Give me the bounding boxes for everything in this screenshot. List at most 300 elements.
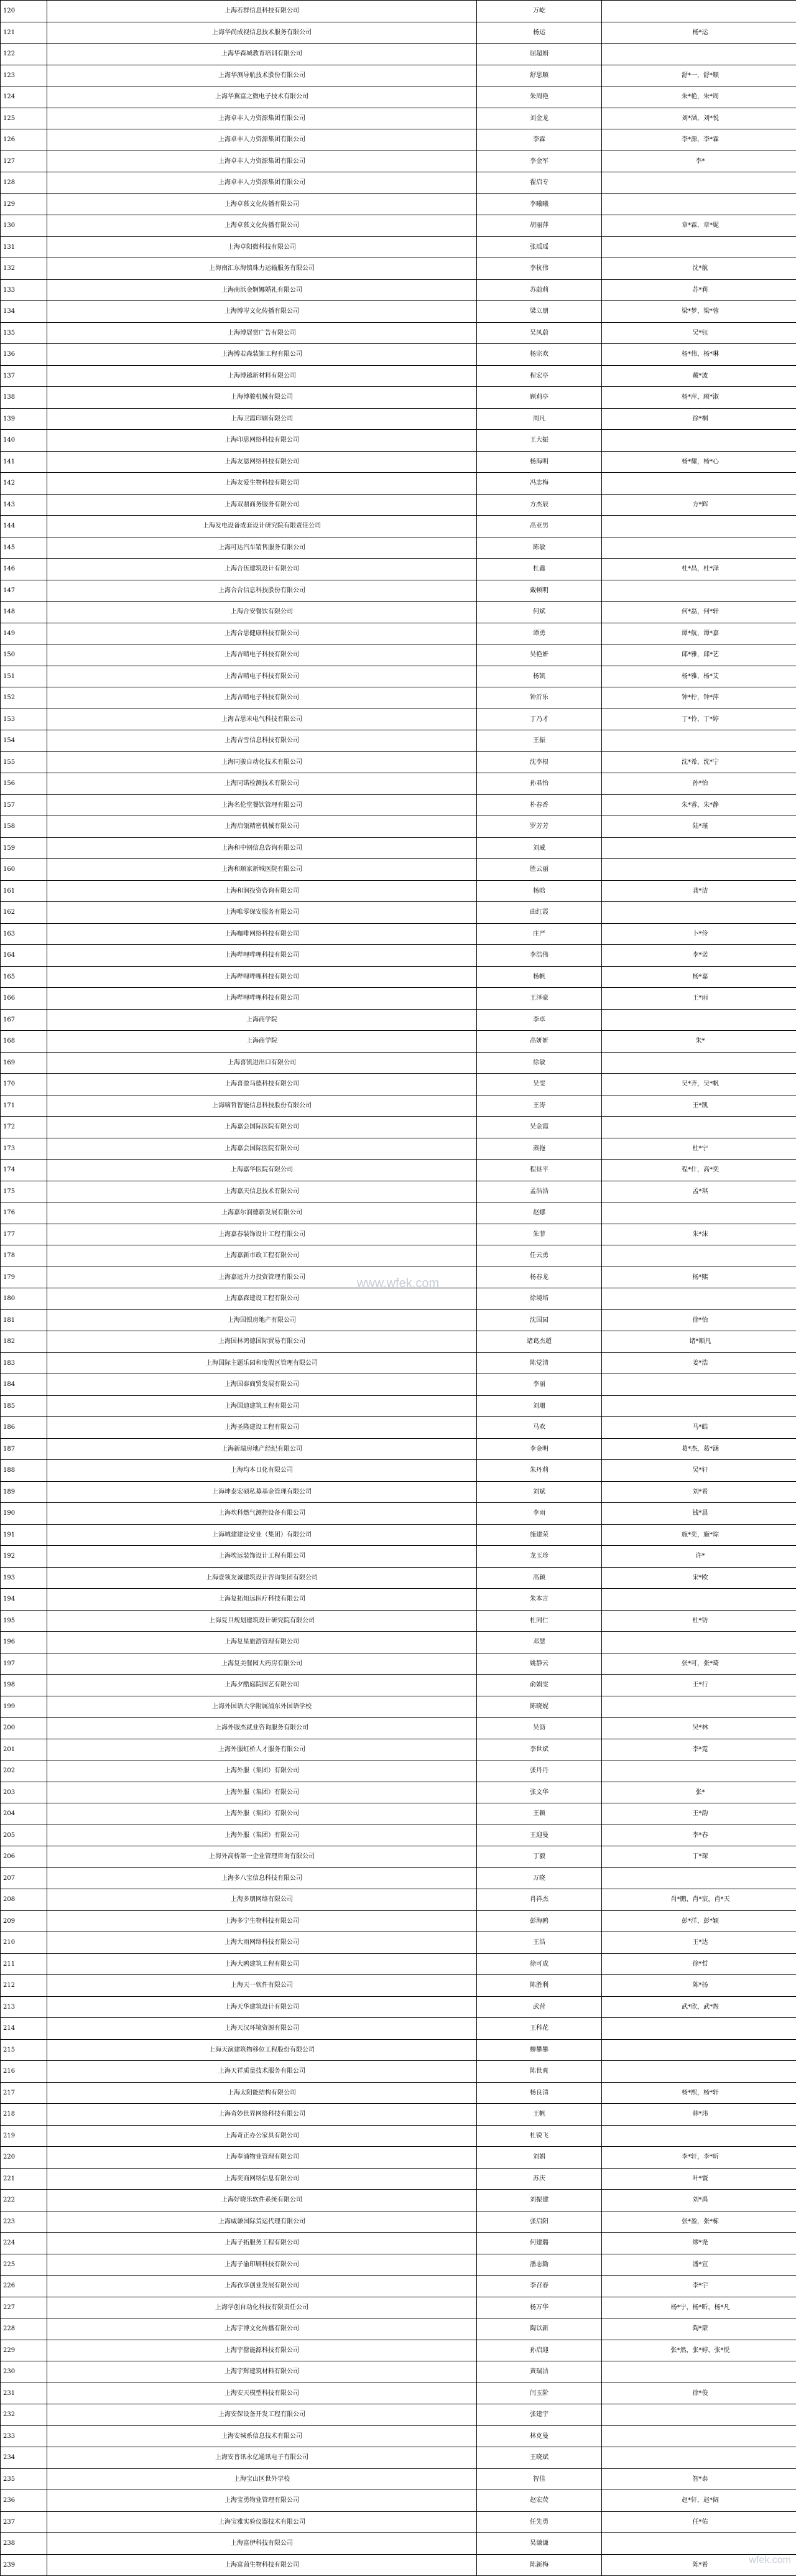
- company-name-cell: 上海商学院: [47, 1009, 477, 1031]
- row-number-cell: 130: [1, 215, 47, 237]
- company-name-cell: 上海合合信息科技股份有限公司: [47, 580, 477, 602]
- related-persons-cell: 王*达: [602, 1932, 796, 1954]
- legal-person-cell: 李浩伟: [477, 945, 602, 967]
- legal-person-cell: 闫玉阶: [477, 2383, 602, 2404]
- legal-person-cell: 翟启专: [477, 172, 602, 194]
- table-row: [1, 473, 796, 495]
- table-row: [1, 108, 796, 129]
- row-number-cell: 131: [1, 236, 47, 258]
- table-row: [1, 2125, 796, 2147]
- table-row: [1, 2276, 796, 2297]
- company-name-cell: 上海复旦规划建筑设计研究院有限公司: [47, 1610, 477, 1632]
- company-name-cell: 上海天汉环境资源有限公司: [47, 2018, 477, 2040]
- related-persons-cell: 叶*寰: [602, 2168, 796, 2190]
- related-persons-cell: 陈*扬: [602, 1975, 796, 1997]
- related-persons-cell: [602, 236, 796, 258]
- legal-person-cell: 李世斌: [477, 1739, 602, 1760]
- legal-person-cell: 冯志梅: [477, 473, 602, 495]
- table-row: [1, 408, 796, 430]
- legal-person-cell: 程宏亭: [477, 365, 602, 387]
- table-row: [1, 2018, 796, 2040]
- related-persons-cell: [602, 516, 796, 537]
- row-number-cell: 239: [1, 2554, 47, 2576]
- row-number-cell: 123: [1, 65, 47, 86]
- company-name-cell: 上海安天模型科技有限公司: [47, 2383, 477, 2404]
- company-name-cell: 上海印思网络科技有限公司: [47, 430, 477, 452]
- table-row: [1, 193, 796, 215]
- related-persons-cell: 王*雨: [602, 988, 796, 1010]
- row-number-cell: 136: [1, 344, 47, 366]
- table-row: [1, 2318, 796, 2340]
- row-number-cell: 203: [1, 1782, 47, 1803]
- legal-person-cell: 朱周艳: [477, 86, 602, 108]
- company-name-cell: 上海大雨网络科技有限公司: [47, 1932, 477, 1954]
- row-number-cell: 169: [1, 1052, 47, 1074]
- table-row: [1, 301, 796, 323]
- related-persons-cell: [602, 430, 796, 452]
- table-row: [1, 1718, 796, 1739]
- legal-person-cell: 任云勇: [477, 1245, 602, 1267]
- row-number-cell: 207: [1, 1867, 47, 1889]
- row-number-cell: 226: [1, 2276, 47, 2297]
- table-row: [1, 966, 796, 988]
- row-number-cell: 190: [1, 1503, 47, 1525]
- row-number-cell: 171: [1, 1095, 47, 1117]
- related-persons-cell: 王*凯: [602, 1095, 796, 1117]
- table-row: [1, 1031, 796, 1053]
- related-persons-cell: 王*韵: [602, 1803, 796, 1825]
- related-persons-cell: [602, 2061, 796, 2083]
- row-number-cell: 206: [1, 1846, 47, 1868]
- company-name-cell: 上海博展赏广告有限公司: [47, 322, 477, 344]
- row-number-cell: 223: [1, 2211, 47, 2233]
- table-row: [1, 580, 796, 602]
- legal-person-cell: 徐敏: [477, 1052, 602, 1074]
- table-row: [1, 2297, 796, 2318]
- row-number-cell: 219: [1, 2125, 47, 2147]
- table-row: [1, 923, 796, 945]
- related-persons-cell: [602, 1760, 796, 1782]
- legal-person-cell: 张启阳: [477, 2211, 602, 2233]
- company-name-cell: 上海卓慕文化传播有限公司: [47, 193, 477, 215]
- table-row: [1, 880, 796, 902]
- row-number-cell: 221: [1, 2168, 47, 2190]
- company-name-cell: 上海若群信息科技有限公司: [47, 1, 477, 22]
- legal-person-cell: 陈晓妮: [477, 1696, 602, 1718]
- table-row: [1, 1546, 796, 1568]
- legal-person-cell: 王大振: [477, 430, 602, 452]
- row-number-cell: 200: [1, 1718, 47, 1739]
- company-name-cell: 上海宝山区世外学校: [47, 2468, 477, 2490]
- legal-person-cell: 刘珊: [477, 1395, 602, 1417]
- legal-person-cell: 杜鑫: [477, 559, 602, 580]
- row-number-cell: 209: [1, 1910, 47, 1932]
- row-number-cell: 182: [1, 1331, 47, 1353]
- table-row: [1, 494, 796, 516]
- table-row: [1, 2533, 796, 2555]
- company-name-cell: 上海卫霞印刷有限公司: [47, 408, 477, 430]
- row-number-cell: 149: [1, 623, 47, 644]
- related-persons-cell: 程*什，高*奕: [602, 1160, 796, 1181]
- legal-person-cell: 杨海明: [477, 451, 602, 473]
- company-name-cell: 上海子拓服务工程有限公司: [47, 2233, 477, 2254]
- row-number-cell: 165: [1, 966, 47, 988]
- company-name-cell: 上海卓慕文化传播有限公司: [47, 215, 477, 237]
- table-row: [1, 1867, 796, 1889]
- table-row: [1, 1202, 796, 1224]
- corner-watermark: wfek.com: [749, 2555, 791, 2566]
- related-persons-cell: 朱*睿，朱*静: [602, 794, 796, 816]
- table-row: [1, 794, 796, 816]
- related-persons-cell: 徐*哲: [602, 1953, 796, 1975]
- company-name-cell: 上海嘉远升力投资管理有限公司: [47, 1267, 477, 1288]
- table-row: [1, 773, 796, 795]
- company-name-cell: 上海宇罄能源科技有限公司: [47, 2340, 477, 2361]
- company-name-cell: 上海奉浦物业管理有限公司: [47, 2147, 477, 2169]
- legal-person-cell: 赵娜: [477, 1202, 602, 1224]
- row-number-cell: 181: [1, 1309, 47, 1331]
- company-name-cell: 上海名伦堂餐饮管理有限公司: [47, 794, 477, 816]
- company-name-cell: 上海孜享创业发展有限公司: [47, 2276, 477, 2297]
- row-number-cell: 205: [1, 1825, 47, 1846]
- related-persons-cell: 张*: [602, 1782, 796, 1803]
- row-number-cell: 224: [1, 2233, 47, 2254]
- row-number-cell: 220: [1, 2147, 47, 2169]
- company-name-cell: 上海富茵生物科技有限公司: [47, 2554, 477, 2576]
- table-row: [1, 2039, 796, 2061]
- company-name-cell: 上海卓丰人力资源集团有限公司: [47, 108, 477, 129]
- row-number-cell: 133: [1, 279, 47, 301]
- company-name-cell: 上海合安餐饮有限公司: [47, 602, 477, 623]
- related-persons-cell: 杨*熙，杨*轩: [602, 2082, 796, 2104]
- row-number-cell: 195: [1, 1610, 47, 1632]
- related-persons-cell: [602, 2125, 796, 2147]
- related-persons-cell: 龚*洁: [602, 880, 796, 902]
- table-row: [1, 2190, 796, 2211]
- company-name-cell: 上海友爱生物科技有限公司: [47, 473, 477, 495]
- company-name-cell: 上海嘉春装饰设计工程有限公司: [47, 1224, 477, 1245]
- company-name-cell: 上海卓丰人力资源集团有限公司: [47, 129, 477, 151]
- related-persons-cell: [602, 2425, 796, 2447]
- table-row: [1, 215, 796, 237]
- company-name-cell: 上海宇博文化传播有限公司: [47, 2318, 477, 2340]
- table-row: [1, 1309, 796, 1331]
- related-persons-cell: [602, 1632, 796, 1653]
- company-name-cell: 上海可达汽车销售服务有限公司: [47, 537, 477, 559]
- company-name-cell: 上海复美餐园大药房有限公司: [47, 1653, 477, 1675]
- table-row: [1, 751, 796, 773]
- table-row: [1, 1889, 796, 1911]
- company-name-cell: 上海启瓴精密机械有限公司: [47, 816, 477, 838]
- row-number-cell: 158: [1, 816, 47, 838]
- related-persons-cell: 丁*怜，丁*婷: [602, 709, 796, 730]
- row-number-cell: 137: [1, 365, 47, 387]
- company-name-cell: 上海合伍建筑设计有限公司: [47, 559, 477, 580]
- legal-person-cell: 张瑶瑶: [477, 236, 602, 258]
- related-persons-cell: 徐*桐: [602, 408, 796, 430]
- table-row: [1, 2168, 796, 2190]
- legal-person-cell: 胜云丽: [477, 859, 602, 881]
- legal-person-cell: 周凡: [477, 408, 602, 430]
- legal-person-cell: 沈李根: [477, 751, 602, 773]
- company-name-cell: 上海坤泰宏硕私募基金管理有限公司: [47, 1481, 477, 1503]
- related-persons-cell: [602, 1245, 796, 1267]
- company-name-cell: 上海嘀哲智能信息科技股份有限公司: [47, 1095, 477, 1117]
- legal-person-cell: 何建璐: [477, 2233, 602, 2254]
- related-persons-cell: [602, 1117, 796, 1138]
- table-row: [1, 2340, 796, 2361]
- row-number-cell: 121: [1, 22, 47, 44]
- row-number-cell: 126: [1, 129, 47, 151]
- table-row: [1, 1825, 796, 1846]
- legal-person-cell: 陶以新: [477, 2318, 602, 2340]
- row-number-cell: 170: [1, 1074, 47, 1095]
- company-name-cell: 上海复拓知远医疗科技有限公司: [47, 1589, 477, 1611]
- row-number-cell: 173: [1, 1138, 47, 1160]
- table-row: [1, 2082, 796, 2104]
- table-row: [1, 1052, 796, 1074]
- table-row: [1, 1224, 796, 1245]
- row-number-cell: 168: [1, 1031, 47, 1053]
- company-name-cell: 上海奕商网络信息有限公司: [47, 2168, 477, 2190]
- table-row: [1, 387, 796, 409]
- row-number-cell: 215: [1, 2039, 47, 2061]
- row-number-cell: 216: [1, 2061, 47, 2083]
- table-row: [1, 44, 796, 65]
- related-persons-cell: 杜*宁: [602, 1138, 796, 1160]
- company-name-cell: 上海国迪建筑工程有限公司: [47, 1395, 477, 1417]
- row-number-cell: 127: [1, 151, 47, 172]
- company-name-cell: 上海外国语大学附属浦东外国语学校: [47, 1696, 477, 1718]
- company-name-cell: 上海外服（集团）有限公司: [47, 1782, 477, 1803]
- related-persons-cell: 任*佑: [602, 2511, 796, 2533]
- legal-person-cell: 施建荣: [477, 1524, 602, 1546]
- related-persons-cell: 戴*波: [602, 365, 796, 387]
- company-name-cell: 上海均本日化有限公司: [47, 1460, 477, 1482]
- company-name-cell: 上海合思健康科技有限公司: [47, 623, 477, 644]
- company-name-cell: 上海天演建筑物移位工程股份有限公司: [47, 2039, 477, 2061]
- company-name-cell: 上海埃远装饰设计工程有限公司: [47, 1546, 477, 1568]
- related-persons-cell: [602, 1395, 796, 1417]
- table-row: [1, 365, 796, 387]
- related-persons-cell: 诸*顺凡: [602, 1331, 796, 1353]
- company-name-cell: 上海外服（集团）有限公司: [47, 1803, 477, 1825]
- legal-person-cell: 李雨: [477, 1503, 602, 1525]
- related-persons-cell: 张*然，张*婷，张*悦: [602, 2340, 796, 2361]
- row-number-cell: 152: [1, 687, 47, 709]
- legal-person-cell: 龙玉珍: [477, 1546, 602, 1568]
- row-number-cell: 191: [1, 1524, 47, 1546]
- company-name-cell: 上海安普讯永亿通讯电子有限公司: [47, 2447, 477, 2469]
- table-row: [1, 1460, 796, 1482]
- row-number-cell: 167: [1, 1009, 47, 1031]
- row-number-cell: 157: [1, 794, 47, 816]
- legal-person-cell: 马欢: [477, 1417, 602, 1439]
- table-row: [1, 172, 796, 194]
- related-persons-cell: 吴*林: [602, 1718, 796, 1739]
- company-name-cell: 上海博若森装饰工程有限公司: [47, 344, 477, 366]
- legal-person-cell: 王迎曼: [477, 1825, 602, 1846]
- legal-person-cell: 刘威: [477, 837, 602, 859]
- related-persons-cell: 杨*熙: [602, 1267, 796, 1288]
- related-persons-cell: [602, 730, 796, 752]
- table-row: [1, 2425, 796, 2447]
- company-name-cell: 上海同骏自动化技术有限公司: [47, 751, 477, 773]
- related-persons-cell: 潘*宣: [602, 2254, 796, 2276]
- row-number-cell: 148: [1, 602, 47, 623]
- related-persons-cell: [602, 580, 796, 602]
- legal-person-cell: 杨宗欢: [477, 344, 602, 366]
- company-name-cell: 上海宝雅实验仪器技术有限公司: [47, 2511, 477, 2533]
- company-name-cell: 上海卓阳微科技有限公司: [47, 236, 477, 258]
- related-persons-cell: 钱*晨: [602, 1503, 796, 1525]
- company-name-cell: 上海博岑文化传播有限公司: [47, 301, 477, 323]
- row-number-cell: 204: [1, 1803, 47, 1825]
- table-row: [1, 1975, 796, 1997]
- row-number-cell: 232: [1, 2404, 47, 2426]
- row-number-cell: 161: [1, 880, 47, 902]
- table-row: [1, 687, 796, 709]
- row-number-cell: 230: [1, 2361, 47, 2383]
- company-name-cell: 上海安城系信息技术有限公司: [47, 2425, 477, 2447]
- related-persons-cell: 彭*洋，彭*颖: [602, 1910, 796, 1932]
- related-persons-cell: 杨*萍，顾*淑: [602, 387, 796, 409]
- related-persons-cell: 朱*艳，朱*周: [602, 86, 796, 108]
- table-row: [1, 2490, 796, 2512]
- company-name-cell: 上海宝勇物业管理有限公司: [47, 2490, 477, 2512]
- table-row: [1, 1009, 796, 1031]
- row-number-cell: 237: [1, 2511, 47, 2533]
- table-row: [1, 344, 796, 366]
- related-persons-cell: 朱*沫: [602, 1224, 796, 1245]
- legal-person-cell: 王颖: [477, 1803, 602, 1825]
- table-row: [1, 945, 796, 967]
- legal-person-cell: 钟沂乐: [477, 687, 602, 709]
- row-number-cell: 153: [1, 709, 47, 730]
- row-number-cell: 217: [1, 2082, 47, 2104]
- row-number-cell: 229: [1, 2340, 47, 2361]
- row-number-cell: 155: [1, 751, 47, 773]
- legal-person-cell: 张丹丹: [477, 1760, 602, 1782]
- legal-person-cell: 王泽豪: [477, 988, 602, 1010]
- legal-person-cell: 曲红霞: [477, 902, 602, 924]
- row-number-cell: 198: [1, 1675, 47, 1696]
- related-persons-cell: 沈*希，沈*宁: [602, 751, 796, 773]
- table-row: [1, 1074, 796, 1095]
- legal-person-cell: 李丽: [477, 1374, 602, 1396]
- row-number-cell: 154: [1, 730, 47, 752]
- related-persons-cell: 施*奕，施*琮: [602, 1524, 796, 1546]
- related-persons-cell: [602, 2018, 796, 2040]
- company-name-cell: 上海发电设备成套设计研究院有限责任公司: [47, 516, 477, 537]
- table-row: [1, 1953, 796, 1975]
- related-persons-cell: 李*轩，李*昕: [602, 2147, 796, 2169]
- row-number-cell: 145: [1, 537, 47, 559]
- related-persons-cell: 邱*雅，邱*艺: [602, 644, 796, 666]
- company-name-cell: 上海商学院: [47, 1031, 477, 1053]
- table-row: [1, 2361, 796, 2383]
- legal-person-cell: 苏庆: [477, 2168, 602, 2190]
- related-persons-cell: [602, 1052, 796, 1074]
- table-row: [1, 1374, 796, 1396]
- row-number-cell: 222: [1, 2190, 47, 2211]
- table-row: [1, 1696, 796, 1718]
- company-name-cell: 上海嘉森建设工程有限公司: [47, 1288, 477, 1310]
- row-number-cell: 134: [1, 301, 47, 323]
- legal-person-cell: 杨春龙: [477, 1267, 602, 1288]
- company-name-cell: 上海坎科燃气测控设备有限公司: [47, 1503, 477, 1525]
- company-name-cell: 上海天华建筑设计有限公司: [47, 1996, 477, 2018]
- company-name-cell: 上海奇正办公家具有限公司: [47, 2125, 477, 2147]
- table-row: [1, 1910, 796, 1932]
- legal-person-cell: 刘娟: [477, 2147, 602, 2169]
- table-row: [1, 1160, 796, 1181]
- related-persons-cell: [602, 1, 796, 22]
- table-row: [1, 666, 796, 687]
- legal-person-cell: 杨晗: [477, 880, 602, 902]
- company-name-cell: 上海国际主题乐园和度假区管理有限公司: [47, 1352, 477, 1374]
- row-number-cell: 176: [1, 1202, 47, 1224]
- row-number-cell: 172: [1, 1117, 47, 1138]
- row-number-cell: 196: [1, 1632, 47, 1653]
- related-persons-cell: 李*源，李*霖: [602, 129, 796, 151]
- row-number-cell: 164: [1, 945, 47, 967]
- legal-person-cell: 万晓: [477, 1867, 602, 1889]
- company-name-cell: 上海和顺家新城医院有限公司: [47, 859, 477, 881]
- company-name-cell: 上海吉晴电子科技有限公司: [47, 666, 477, 687]
- legal-person-cell: 王浩: [477, 1932, 602, 1954]
- related-persons-cell: [602, 1288, 796, 1310]
- legal-person-cell: 高亚男: [477, 516, 602, 537]
- company-name-cell: 上海唯零保安服务有限公司: [47, 902, 477, 924]
- related-persons-cell: [602, 537, 796, 559]
- legal-person-cell: 李金军: [477, 151, 602, 172]
- table-row: [1, 279, 796, 301]
- related-persons-cell: 何*磊，何*轩: [602, 602, 796, 623]
- related-persons-cell: 杨*雅，杨*艾: [602, 666, 796, 687]
- company-name-cell: 上海博骏机械有限公司: [47, 387, 477, 409]
- related-persons-cell: 陆*瑾: [602, 816, 796, 838]
- table-row: [1, 1653, 796, 1675]
- row-number-cell: 185: [1, 1395, 47, 1417]
- legal-person-cell: 潘志勤: [477, 2254, 602, 2276]
- related-persons-cell: [602, 1374, 796, 1396]
- row-number-cell: 186: [1, 1417, 47, 1439]
- related-persons-cell: 刘*希: [602, 1481, 796, 1503]
- row-number-cell: 210: [1, 1932, 47, 1954]
- related-persons-cell: 张*可，张*琦: [602, 1653, 796, 1675]
- table-row: [1, 559, 796, 580]
- company-name-cell: 上海喜盈马德科技有限公司: [47, 1074, 477, 1095]
- table-row: [1, 1675, 796, 1696]
- table-row: [1, 1610, 796, 1632]
- related-persons-cell: [602, 1589, 796, 1611]
- legal-person-cell: 罗芳芳: [477, 816, 602, 838]
- table-row: [1, 2383, 796, 2404]
- legal-person-cell: 高妍妍: [477, 1031, 602, 1053]
- legal-person-cell: 屈超娟: [477, 44, 602, 65]
- related-persons-cell: 沈*航: [602, 258, 796, 280]
- row-number-cell: 184: [1, 1374, 47, 1396]
- related-persons-cell: 吴*轩: [602, 1460, 796, 1482]
- related-persons-cell: 马*皓: [602, 1417, 796, 1439]
- company-name-cell: 上海天一软件有限公司: [47, 1975, 477, 1997]
- company-name-cell: 上海同诺检测技术有限公司: [47, 773, 477, 795]
- table-row: [1, 730, 796, 752]
- legal-person-cell: 刘金龙: [477, 108, 602, 129]
- company-name-cell: 上海子渝印刷科技有限公司: [47, 2254, 477, 2276]
- legal-person-cell: 孟浩浩: [477, 1181, 602, 1202]
